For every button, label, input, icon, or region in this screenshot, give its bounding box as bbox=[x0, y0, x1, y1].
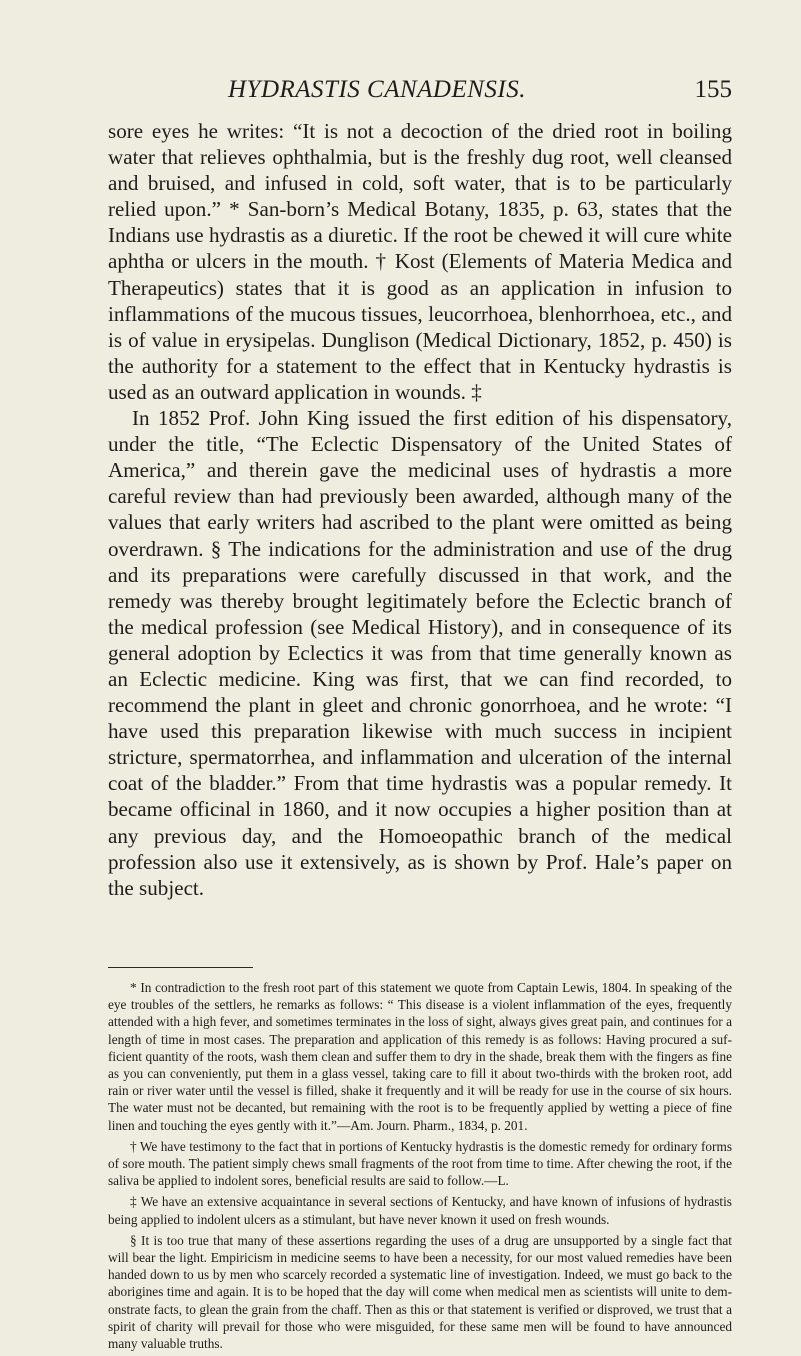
footnotes bbox=[108, 979, 732, 1356]
paragraph: In 1852 Prof. John King issued the first edition of his dispensatory, under the title, “The Eclectic Dispensatory of the United States of America,” and therein gave the medicinal uses of hydrastis a more careful review than had previously been awarded, although many of the values that early writers had ascribed to the plant were omitted as being overdrawn. § The indications for the administration and use of the drug and its preparations were carefully discussed in that work, and the remedy was thereby brought legitimately before the Eclectic branch of the medical profession (see Medical History), and in consequence of its general adoption by Eclectics it was from that time generally known as an Eclectic medicine. King was first, that we can find recorded, to recommend the plant in gleet and chronic gonorrhoea, and he wrote: “I have used this preparation likewise with much success in incipient stricture, spermatorrhea, and inflammation and ulceration of the internal coat of the bladder.” From that time hydrastis was a popular remedy. It became officinal in 1860, and it now occupies a higher position than at any previous day, and the Homoeopathic branch of the medical profession also use it extensively, as is shown by Prof. Hale’s paper on the subject. bbox=[108, 406, 732, 900]
page-header bbox=[108, 76, 732, 108]
footnote: § It is too true that many of these assertions regarding the uses of a drug are unsupported by a single fact that will bear the light. Empiricism in medicine seems to have been a necessity, for our most valued remedies have been handed down to us by men who scarcely recorded a systematic line of investigation. Indeed, we must go back to the aborigines time and again. It is to be hoped that the day will come when medical men as scientists will unite to dem-onstrate facts, to glean the grain from the chaff. Then as this or that statement is verified or disproved, we trust that a spirit of charity will prevail for those who were misguided, for these same men will be found to have announced many valuable truths. bbox=[108, 1232, 732, 1352]
footnote: † We have testimony to the fact that in portions of Kentucky hydrastis is the domestic remedy for ordinary forms of sore mouth. The patient simply chews small fragments of the root from time to time. After chewing the root, if the saliva be applied to indolent sores, beneficial results are said to follow.—L. bbox=[108, 1138, 732, 1189]
footnote: ‡ We have an extensive acquaintance in several sections of Kentucky, and have known of infusions of hydrastis being applied to indolent ulcers as a stimulant, but have never known it used on fresh wounds. bbox=[108, 1194, 732, 1227]
body-text bbox=[108, 118, 732, 901]
footnote-divider bbox=[108, 967, 253, 968]
footnote: * In contradiction to the fresh root part of this statement we quote from Captain Lewis, 1804. In speaking of the eye troubles of the settlers, he remarks as follows: “ This disease is a violent inflammation of the eyes, frequently attended with a high fever, and sometimes terminates in the loss of sight, always gives great pain, and continues for a length of time in most cases. The preparation and application of this remedy is as follows: Having procured a suf-ficient quantity of the roots, wash them clean and suffer them to dry in the shade, break them with the fingers as fine as you can conveniently, put them in a glass vessel, taking care to fill it about two-thirds with the broken root, add rain or river water until the vessel is filled, shake it frequently and it will be ready for use in the course of six hours. The water must not be decanted, but remaining with the root is to be frequently applied by wetting a piece of fine linen and touching the eyes gently with it.”—Am. Journ. Pharm., 1834, p. 201. bbox=[108, 980, 732, 1133]
paragraph: sore eyes he writes: “It is not a decoction of the dried root in boiling water that relieves ophthalmia, but is the freshly dug root, well cleansed and bruised, and infused in cold, soft water, that is to be particularly relied upon.” * San-born’s Medical Botany, 1835, p. 63, states that the Indians use hydrastis as a diuretic. If the root be chewed it will cure white aphtha or ulcers in the mouth. † Kost (Elements of Materia Medica and Therapeutics) states that it is good as an application in infusion to inflammations of the mucous tissues, leucorrhoea, blenhorrhoea, etc., and is of value in erysipelas. Dunglison (Medical Dictionary, 1852, p. 450) is the authority for a statement to the effect that in Kentucky hydrastis is used as an outward application in wounds. ‡ bbox=[108, 119, 732, 404]
running-title: HYDRASTIS CANADENSIS. bbox=[228, 76, 526, 103]
page-number: 155 bbox=[694, 76, 732, 103]
